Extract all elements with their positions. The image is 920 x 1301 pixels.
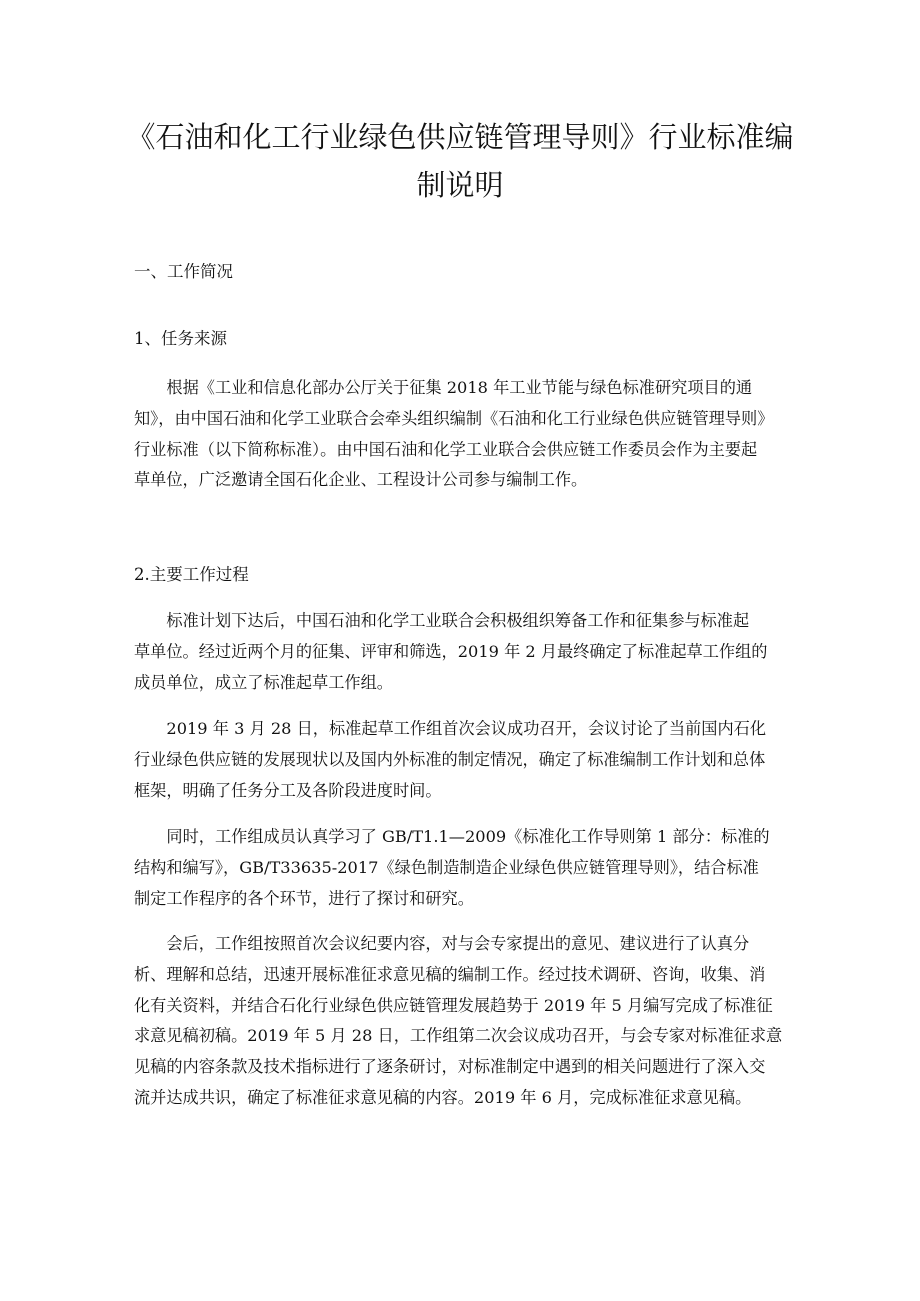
paragraph-line: 结构和编写》，GB/T33635-2017《绿色制造制造企业绿色供应链管理导则》，结合标准 <box>134 857 759 877</box>
paragraph-line: 行业绿色供应链的发展现状以及国内外标准的制定情况，确定了标准编制工作计划和总体 <box>134 749 766 769</box>
paragraph-plan-issued <box>134 606 786 698</box>
subsection-heading-task-source: 1、任务来源 <box>134 329 227 348</box>
paragraph-line: 知》，由中国石油和化学工业联合会牵头组织编制《石油和化工行业绿色供应链管理导则》 <box>134 408 774 428</box>
paragraph-line: 见稿的内容条款及技术指标进行了逐条研讨，对标准制定中遇到的相关问题进行了深入交 <box>134 1057 766 1077</box>
subsection-heading-work-process: 2.主要工作过程 <box>134 565 249 584</box>
document-title-line1: 《石油和化工行业绿色供应链管理导则》行业标准编 <box>126 120 794 154</box>
paragraph-line: 行业标准（以下简称标准）。由中国石油和化学工业联合会供应链工作委员会作为主要起 <box>134 439 758 459</box>
paragraph-line: 成员单位，成立了标准起草工作组。 <box>134 672 393 692</box>
paragraph-line: 会后，工作组按照首次会议纪要内容，对与会专家提出的意见、建议进行了认真分 <box>166 934 750 953</box>
paragraph-line: 框架，明确了任务分工及各阶段进度时间。 <box>134 780 442 800</box>
section-heading-work-overview: 一、工作简况 <box>134 262 233 281</box>
paragraph-line: 化有关资料，并结合石化行业绿色供应链管理发展趋势于 2019 年 5 月编写完成了标准征 <box>134 995 773 1015</box>
paragraph-line: 制定工作程序的各个环节，进行了探讨和研究。 <box>134 888 474 908</box>
paragraph-line: 根据《工业和信息化部办公厅关于征集 2018 年工业节能与绿色标准研究项目的通 <box>166 378 753 397</box>
paragraph-line: 草单位，广泛邀请全国石化企业、工程设计公司参与编制工作。 <box>134 470 588 490</box>
paragraph-line: 草单位。经过近两个月的征集、评审和筛选，2019 年 2 月最终确定了标准起草工作组的 <box>134 641 768 661</box>
paragraph-line: 2019 年 3 月 28 日，标准起草工作组首次会议成功召开，会议讨论了当前国内石化 <box>166 719 767 738</box>
paragraph-line: 同时，工作组成员认真学习了 GB/T1.1—2009《标准化工作导则第 1 部分：标准的 <box>166 827 770 846</box>
paragraph-first-meeting <box>134 714 786 806</box>
paragraph-study-standards <box>134 822 786 914</box>
paragraph-line: 析、理解和总结，迅速开展标准征求意见稿的编制工作。经过技术调研、咨询，收集、消 <box>134 964 766 984</box>
document-title-line2: 制说明 <box>416 168 504 202</box>
paragraph-line: 求意见稿初稿。2019 年 5 月 28 日，工作组第二次会议成功召开，与会专家对标准征求意 <box>134 1026 783 1046</box>
paragraph-task-source <box>134 373 786 496</box>
paragraph-after-meeting <box>134 929 786 1114</box>
paragraph-line: 流并达成共识，确定了标准征求意见稿的内容。2019 年 6 月，完成标准征求意见稿。 <box>134 1087 752 1107</box>
paragraph-line: 标准计划下达后，中国石油和化学工业联合会积极组织筹备工作和征集参与标准起 <box>166 611 750 630</box>
